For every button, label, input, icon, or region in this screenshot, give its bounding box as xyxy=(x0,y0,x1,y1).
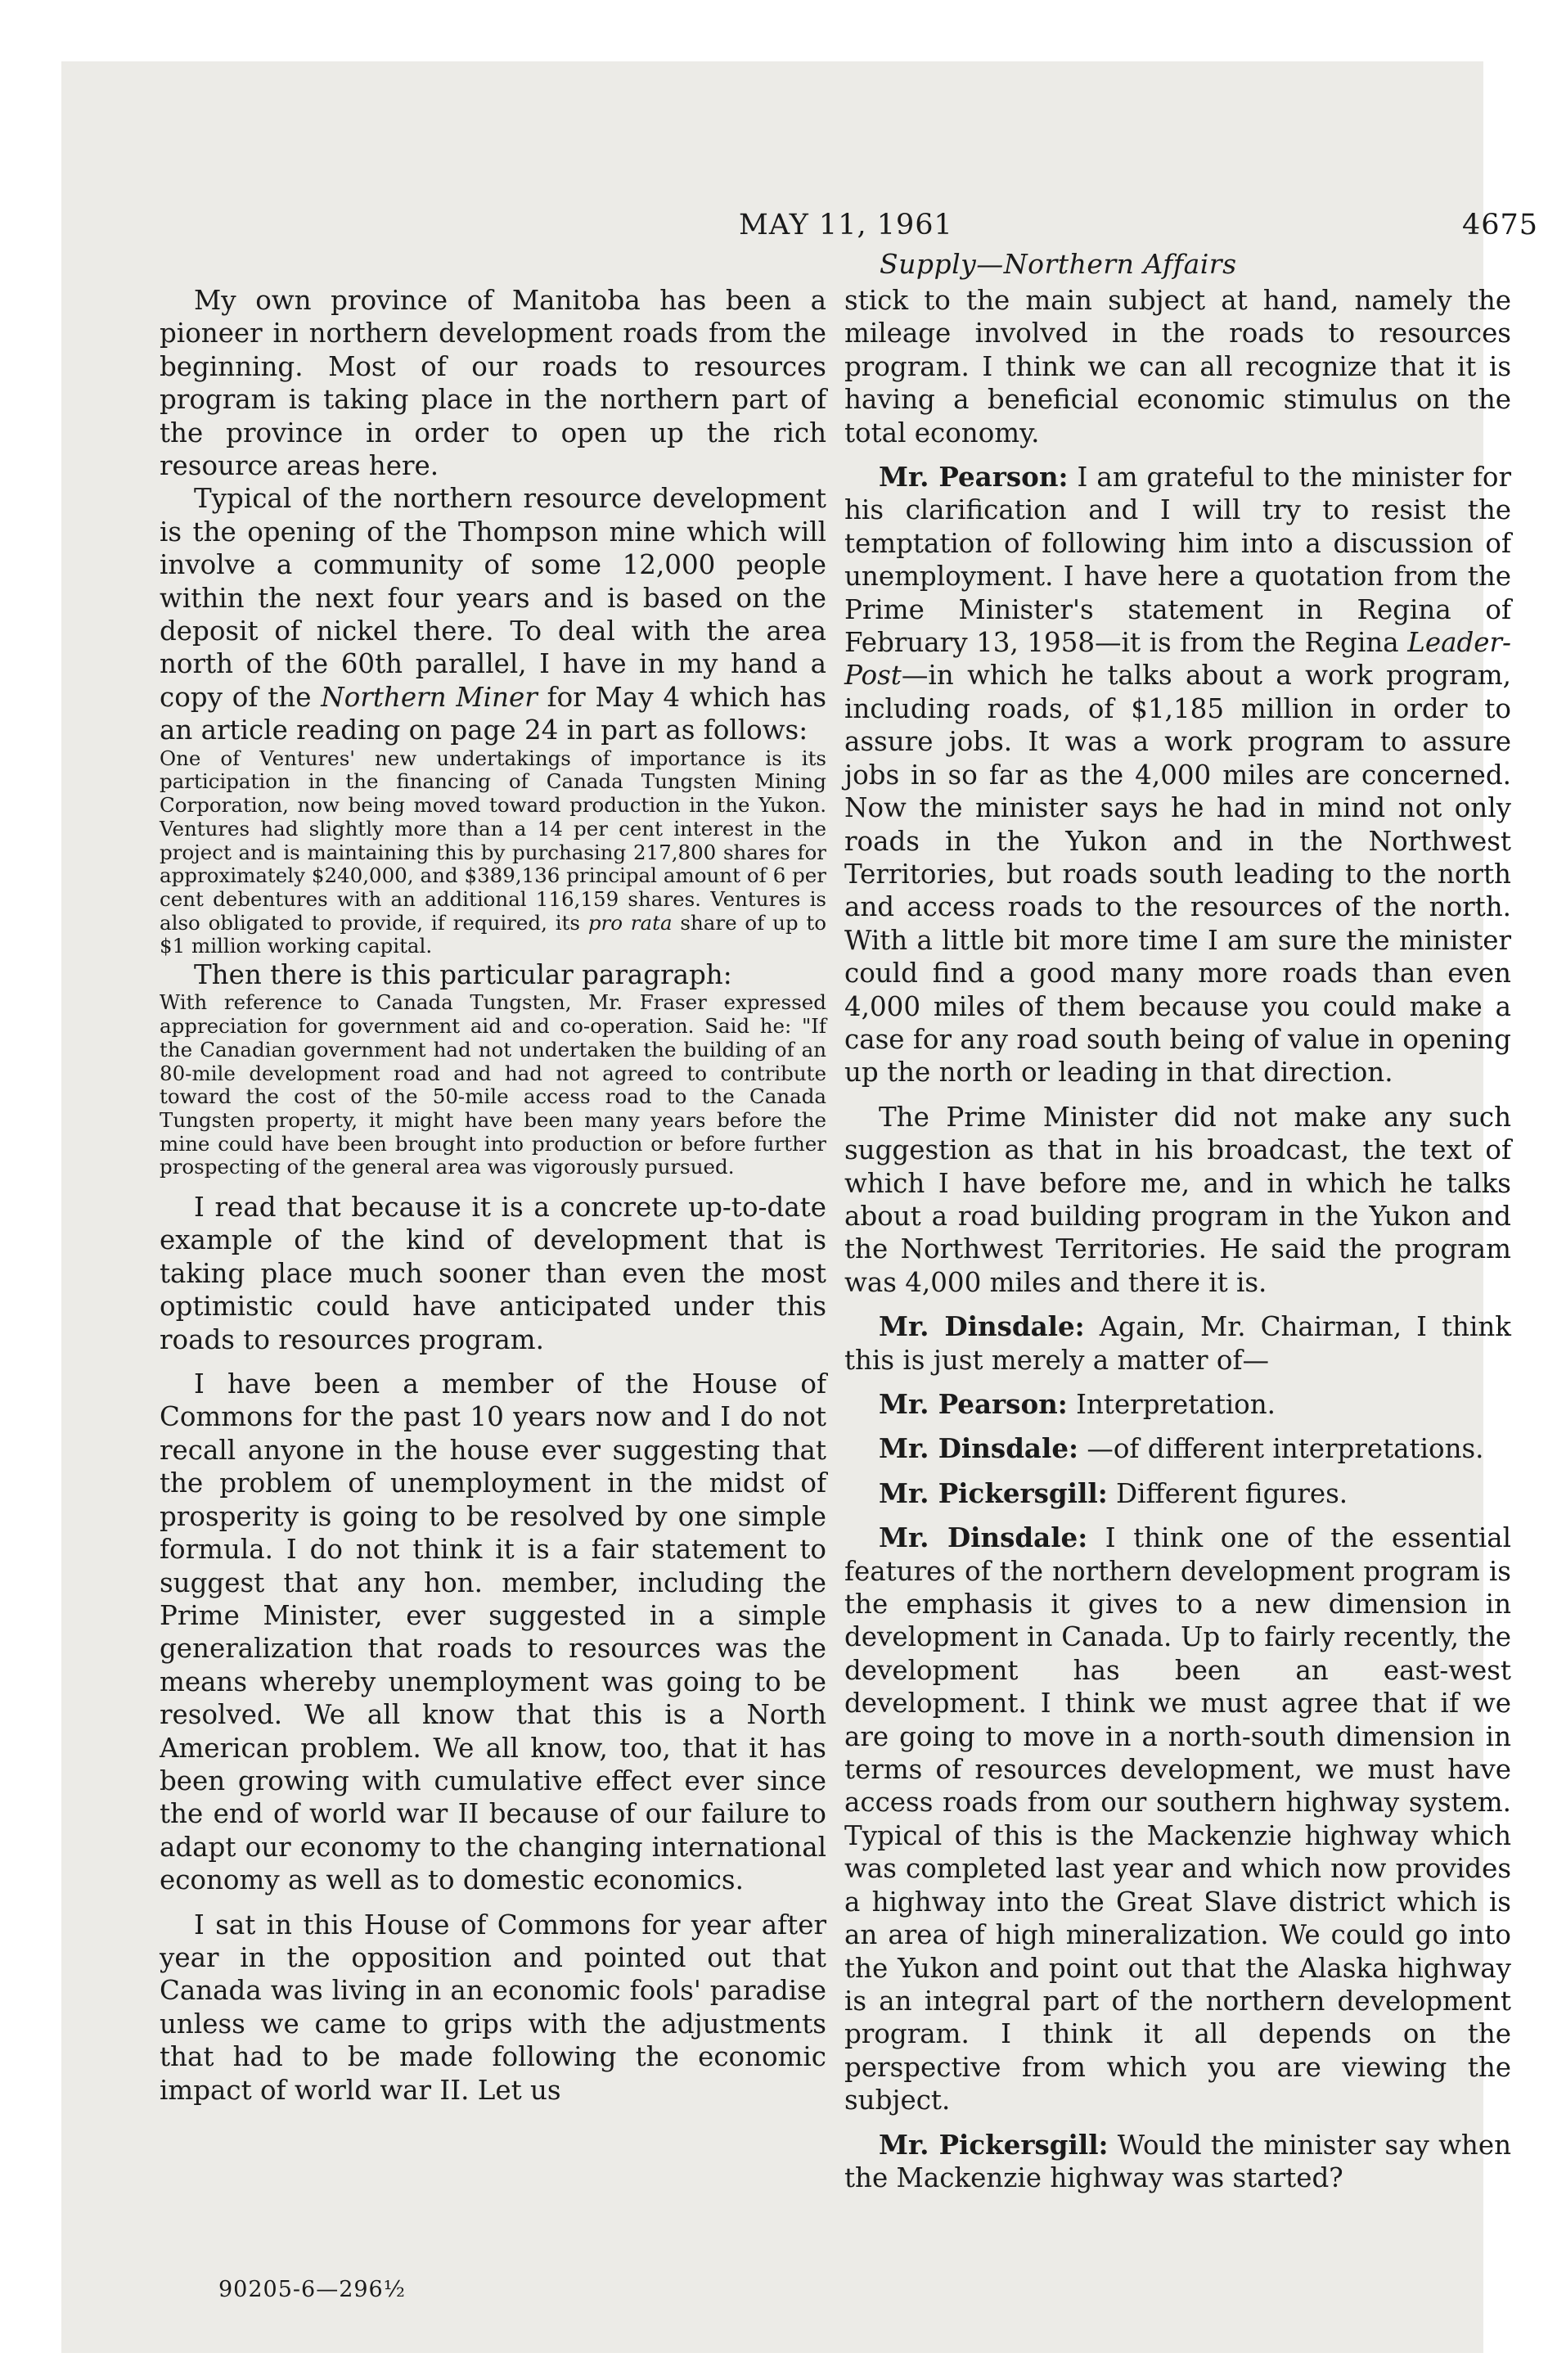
speaker-name: Mr. Pearson: xyxy=(879,461,1069,494)
left-column xyxy=(160,284,826,2107)
speech: Mr. Pickersgill: Different figures. xyxy=(879,1476,1348,1509)
paragraph: Typical of the northern resource development is the opening of the Thompson mine which will involve a community of some 12,000 people within the next four years and is based on the deposit of nickel there. To deal with the area north of the 60th parallel, I have in my hand a copy of the Northern Miner for May 4 which has an article reading on page 24 in part as follows: xyxy=(160,483,827,746)
block-quote: With reference to Canada Tungsten, Mr. Fraser expressed appreciation for government aid and co-operation. Said he: "If the Canadian government had not undertaken the building of an 80-mile development road and had not agreed to contribute toward the cost of the 50-mile access road to the Canada Tungsten property, it might have been many years before the mine could have been brought into production or before further prospecting of the general area was vigorously pursued. xyxy=(160,990,826,1179)
paragraph: Then there is this particular paragraph: xyxy=(194,959,732,991)
section-heading: Supply—Northern Affairs xyxy=(880,248,1237,280)
speaker-name: Mr. Dinsdale: xyxy=(879,1432,1079,1465)
speech: Mr. Pearson: I am grateful to the minister for his clarification and I will try to resist the temptation of following him into a discussion of unemployment. I have here a quotation from the Prime Minister's statement in Regina of February 13, 1958—it is from the Regina Leader-Post—in which he talks about a work program, including roads, of $1,185 million in order to assure jobs. It was a work program to assure jobs in so far as the 4,000 miles are concerned. Now the minister says he had in mind not only roads in the Yukon and in the Northwest Territories, but roads south leading to the north and access roads to the resources of the north. With a little bit more time I am sure the minister could find a good many more roads than even 4,000 miles of them because you could make a case for any road south being of value in opening up the north or leading in that direction. xyxy=(844,461,1511,1089)
speech: Mr. Pickersgill: Would the minister say when the Mackenzie highway was started? xyxy=(844,2128,1511,2193)
speaker-name: Mr. Pearson: xyxy=(879,1388,1068,1420)
page-sheet xyxy=(61,61,1539,2353)
right-column xyxy=(844,284,1511,2194)
paragraph: I sat in this House of Commons for year after year in the opposition and pointed out that Canada was living in an economic fools' paradise unless we came to grips with the adjustments that had to be made following the economic impact of world war II. Let us xyxy=(160,1909,826,2106)
page-date: MAY 11, 1961 xyxy=(739,209,953,241)
paragraph: My own province of Manitoba has been a pioneer in northern development roads from the beginning. Most of our roads to resources program is taking place in the northern part of the province in order to open up the rich resource areas here. xyxy=(160,285,826,482)
speech: Mr. Dinsdale: Again, Mr. Chairman, I think this is just merely a matter of— xyxy=(844,1310,1511,1376)
speech: Mr. Dinsdale: I think one of the essential features of the northern development program is the emphasis it gives to a new dimension in development in Canada. Up to fairly recently, the development has been an east-west development. I think we must agree that if we are going to move in a north-south dimension in terms of resources development, we must have access roads from our southern highway system. Typical of this is the Mackenzie highway which was completed last year and which now provides a highway into the Great Slave district which is an area of high mineralization. We could go into the Yukon and point out that the Alaska highway is an integral part of the northern development program. I think it all depends on the perspective from which you are viewing the subject. xyxy=(844,1521,1511,2116)
speech: Mr. Dinsdale: —of different interpretations. xyxy=(879,1432,1484,1465)
paragraph: stick to the main subject at hand, namely the mileage involved in the roads to resources program. I think we can all recognize that it is having a beneficial economic stimulus on the total economy. xyxy=(844,285,1511,449)
paragraph: I have been a member of the House of Commons for the past 10 years now and I do not recall anyone in the house ever suggesting that the problem of unemployment in the midst of prosperity is going to be resolved by one simple formula. I do not think it is a fair statement to suggest that any hon. member, including the Prime Minister, ever suggested in a simple generalization that roads to resources was the means whereby unemployment was going to be resolved. We all know that this is a North American problem. We all know, too, that it has been growing with cumulative effect ever since the end of world war II because of our failure to adapt our economy to the changing international economy as well as to domestic economics. xyxy=(160,1368,826,1896)
page-number: 4675 xyxy=(1462,209,1539,241)
speaker-name: Mr. Dinsdale: xyxy=(879,1521,1088,1554)
speaker-name: Mr. Pickersgill: xyxy=(879,2128,1109,2161)
publication-title: Northern Miner xyxy=(321,681,538,713)
footer-print-code: 90205-6—296½ xyxy=(218,2277,406,2302)
speech: Mr. Pearson: Interpretation. xyxy=(879,1388,1276,1420)
paragraph: The Prime Minister did not make any such suggestion as that in his broadcast, the text of which I have before me, and in which he talks about a road building program in the Yukon and the Northwest Territories. He said the program was 4,000 miles and there it is. xyxy=(844,1101,1511,1298)
block-quote: One of Ventures' new undertakings of importance is its participation in the financing of Canada Tungsten Mining Corporation, now being moved toward production in the Yukon. Ventures had slightly more than a 14 per cent interest in the project and is maintaining this by purchasing 217,800 shares for approximately $240,000, and $389,136 principal amount of 6 per cent debentures with an additional 116,159 shares. Ventures is also obligated to provide, if required, its pro rata share of up to $1 million working capital. xyxy=(160,746,826,958)
speaker-name: Mr. Pickersgill: xyxy=(879,1476,1108,1509)
paragraph: I read that because it is a concrete up-to-date example of the kind of development that is taking place much sooner than even the most optimistic could have anticipated under this roads to resources program. xyxy=(160,1192,826,1355)
speaker-name: Mr. Dinsdale: xyxy=(879,1310,1085,1343)
